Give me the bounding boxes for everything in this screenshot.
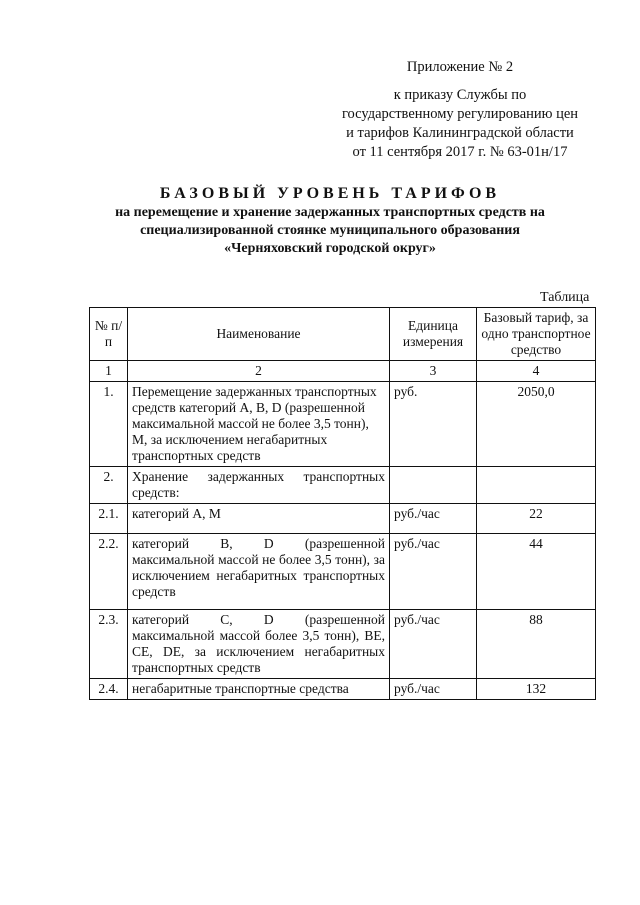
row-number: 2. <box>90 467 128 504</box>
row-number: 2.1. <box>90 504 128 534</box>
table-row <box>90 504 596 534</box>
row-unit: руб./час <box>390 534 477 610</box>
document-subtitle-line: на перемещение и хранение задержанных транспортных средств на <box>115 205 545 220</box>
appendix-line: государственному регулированию цен <box>341 106 579 122</box>
document-subtitle-line: специализированной стоянке муниципального образования <box>140 223 520 238</box>
row-unit: руб./час <box>390 504 477 534</box>
row-tariff: 22 <box>477 504 596 534</box>
row-tariff: 2050,0 <box>477 382 596 467</box>
row-name: Перемещение задержанных транспортных средств категорий A, B, D (разрешенной максимальной массой не более 3,5 тонн), M, за исключением негабаритных транспортных средств <box>128 382 390 467</box>
column-header-number: № п/п <box>90 308 128 361</box>
row-number: 1. <box>90 382 128 467</box>
appendix-line: от 11 сентября 2017 г. № 63-01н/17 <box>352 144 568 160</box>
table-header-row <box>90 308 596 361</box>
row-tariff <box>477 467 596 504</box>
row-name: Хранение задержанных транспортных средств: <box>128 467 390 504</box>
row-unit: руб./час <box>390 679 477 700</box>
table-row <box>90 679 596 700</box>
document-subtitle-line: «Черняховский городской округ» <box>224 241 436 256</box>
appendix-title: Приложение № 2 <box>406 59 514 75</box>
table-row <box>90 382 596 467</box>
column-number: 2 <box>128 361 390 382</box>
row-number: 2.3. <box>90 610 128 679</box>
column-header-name: Наименование <box>128 308 390 361</box>
column-number: 4 <box>477 361 596 382</box>
row-number: 2.4. <box>90 679 128 700</box>
row-name: категорий A, M <box>128 504 390 534</box>
column-number-row <box>90 361 596 382</box>
column-header-tariff: Базовый тариф, за одно транспортное средство <box>477 308 596 361</box>
row-name: категорий C, D (разрешенной максимальной массой более 3,5 тонн), BE, CE, DE, за исключением негабаритных транспортных средств <box>128 610 390 679</box>
row-unit <box>390 467 477 504</box>
row-tariff: 132 <box>477 679 596 700</box>
table-row <box>90 534 596 610</box>
appendix-line: к приказу Службы по <box>393 87 527 103</box>
row-tariff: 44 <box>477 534 596 610</box>
column-number: 1 <box>90 361 128 382</box>
row-unit: руб./час <box>390 610 477 679</box>
column-number: 3 <box>390 361 477 382</box>
column-header-unit: Единица измерения <box>390 308 477 361</box>
document-heading <box>60 184 600 258</box>
row-unit: руб. <box>390 382 477 467</box>
row-tariff: 88 <box>477 610 596 679</box>
row-name: негабаритные транспортные средства <box>128 679 390 700</box>
row-number: 2.2. <box>90 534 128 610</box>
tariff-table <box>89 307 596 700</box>
row-name: категорий B, D (разрешенной максимальной массой не более 3,5 тонн), за исключением негабаритных транспортных средств <box>128 534 390 610</box>
table-caption: Таблица <box>540 290 590 305</box>
table-row <box>90 467 596 504</box>
appendix-block <box>330 58 590 162</box>
appendix-line: и тарифов Калининградской области <box>346 125 574 141</box>
table-row <box>90 610 596 679</box>
document-title: БАЗОВЫЙ УРОВЕНЬ ТАРИФОВ <box>159 185 501 202</box>
